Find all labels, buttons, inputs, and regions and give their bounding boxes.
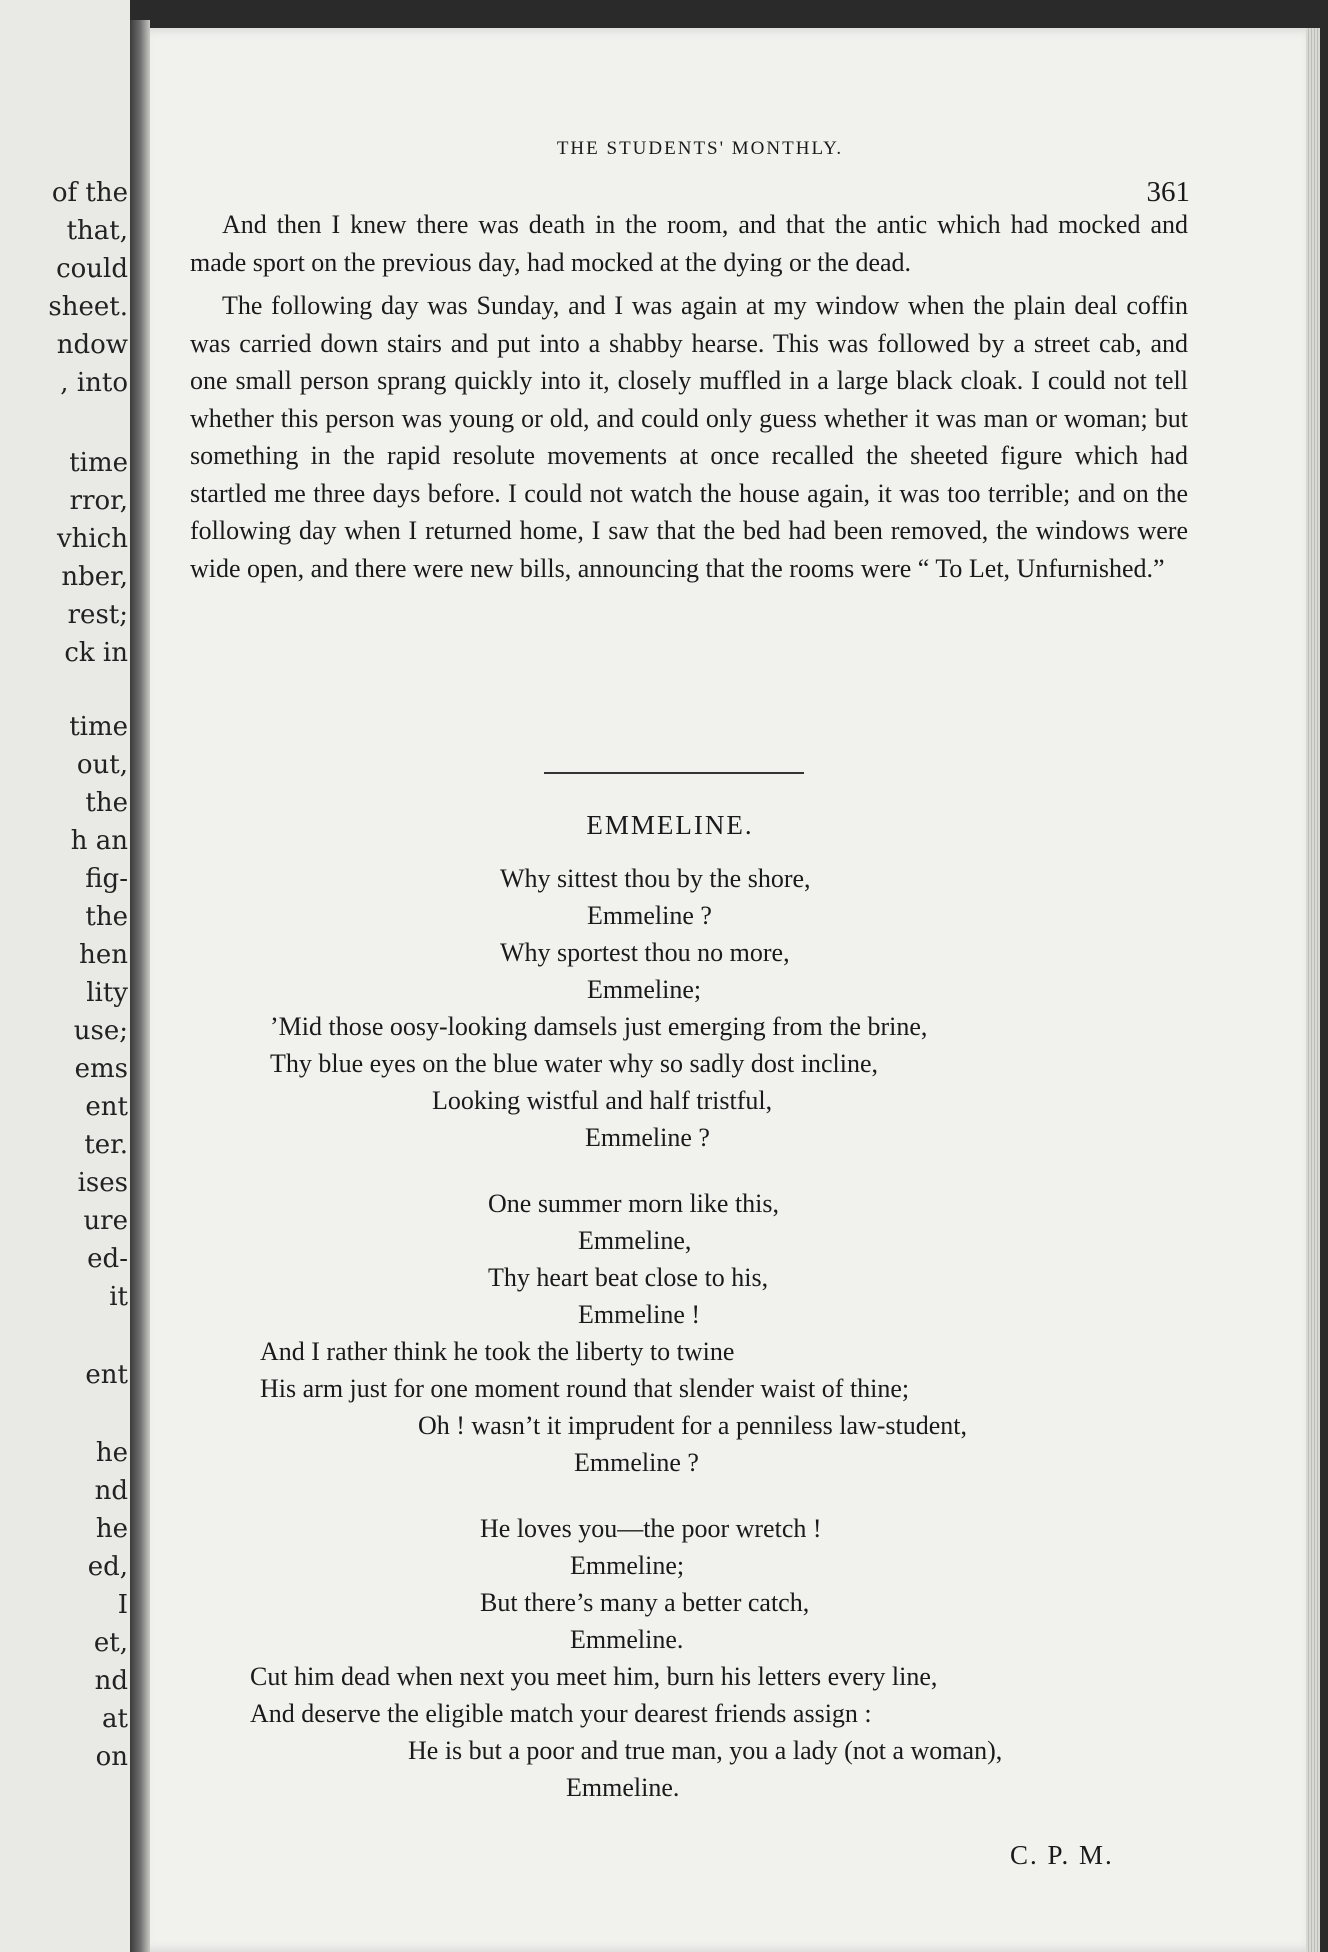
left-page-fragment: nber, (61, 562, 128, 592)
left-page-fragment: it (109, 1282, 128, 1312)
page-number: 361 (1146, 176, 1190, 208)
left-page-fragment: ed, (87, 1552, 128, 1582)
poem-refrain: Emmeline; (570, 1551, 685, 1580)
left-facing-page (0, 0, 130, 1952)
left-page-fragment: ises (77, 1168, 128, 1198)
left-page-fragment: ter. (84, 1130, 128, 1160)
poem-line: Oh ! wasn’t it imprudent for a penniless law-student, (418, 1411, 968, 1440)
left-page-fragment: ent (85, 1360, 128, 1390)
section-divider (544, 772, 804, 774)
poem-line: He is but a poor and true man, you a lady (not a woman), (408, 1736, 1003, 1765)
poem-refrain: Emmeline. (566, 1773, 680, 1802)
poem-line: And I rather think he took the liberty to twine (260, 1337, 735, 1366)
poem-refrain: Emmeline ? (585, 1123, 710, 1152)
left-page-fragment: the (85, 902, 128, 932)
left-page-fragment: time (69, 448, 128, 478)
left-page-fragment: ure (83, 1206, 128, 1236)
poem-line: Thy heart beat close to his, (488, 1263, 769, 1292)
poem-line: And deserve the eligible match your dearest friends assign : (250, 1699, 872, 1728)
left-page-fragment: sheet. (48, 292, 128, 322)
poem-refrain: Emmeline ? (574, 1448, 699, 1477)
poem-refrain: Emmeline, (578, 1226, 692, 1255)
left-page-fragment: ed- (87, 1244, 128, 1274)
left-page-fragment: I (117, 1590, 128, 1620)
page-edge (1306, 28, 1320, 1952)
left-page-fragment: ck in (64, 638, 128, 668)
left-page-fragment: fig- (85, 864, 128, 894)
left-page-fragment: rror, (69, 486, 128, 516)
left-page-fragment: at (102, 1704, 128, 1734)
left-page-fragment: , into (60, 368, 128, 398)
poem-refrain: Emmeline; (587, 975, 702, 1004)
running-head: THE STUDENTS' MONTHLY. (556, 138, 844, 159)
poem-line: He loves you—the poor wretch ! (480, 1514, 822, 1543)
left-page-fragment: rest; (67, 600, 128, 630)
left-page-fragment: h an (70, 826, 128, 856)
left-page-fragment: he (95, 1514, 128, 1544)
poem-line: Thy blue eyes on the blue water why so sadly dost incline, (270, 1049, 878, 1078)
poem-refrain: Emmeline ? (587, 901, 712, 930)
left-page-fragment: time (69, 712, 128, 742)
poem-line: But there’s many a better catch, (480, 1588, 810, 1617)
left-page-fragment: vhich (56, 524, 128, 554)
left-page-fragment: ndow (56, 330, 128, 360)
left-page-fragment: on (95, 1742, 128, 1772)
left-page-fragment: et, (93, 1628, 128, 1658)
left-page-fragment: nd (94, 1666, 128, 1696)
left-page-fragment: of the (51, 178, 128, 208)
author-signature: C. P. M. (1010, 1840, 1114, 1870)
poem-line: His arm just for one moment round that slender waist of thine; (260, 1374, 910, 1403)
poem-line: Looking wistful and half tristful, (432, 1086, 773, 1115)
poem-refrain: Emmeline. (570, 1625, 684, 1654)
left-page-fragment: he (95, 1438, 128, 1468)
paragraph: The following day was Sunday, and I was again at my window when the plain deal coffin was carried down stairs and put into a shabby hearse. This was followed by a street cab, and one small person sprang quickly into it, closely muffled in a large black cloak. I could not tell whether this person was young or old, and could only guess whether it was man or woman; but something in the rapid resolute movements at once recalled the sheeted figure which had startled me three days before. I could not watch the house again, it was too terrible; and on the following day when I returned home, I saw that the bed had been removed, the windows were wide open, and there were new bills, announcing that the rooms were “ To Let, Unfurnished.” (190, 291, 1188, 583)
left-page-fragment: that, (66, 216, 128, 246)
left-page-fragment: ems (74, 1054, 128, 1084)
left-page-fragment: the (85, 788, 128, 818)
poem-line: Why sittest thou by the shore, (500, 864, 811, 893)
poem-line: Cut him dead when next you meet him, burn his letters every line, (250, 1662, 938, 1691)
poem-line: Why sportest thou no more, (500, 938, 790, 967)
poem-refrain: Emmeline ! (578, 1300, 701, 1329)
paragraph: And then I knew there was death in the room, and that the antic which had mocked and made sport on the previous day, had mocked at the dying or the dead. (190, 210, 1188, 277)
left-page-fragment: lity (86, 978, 128, 1008)
left-page-fragment: out, (76, 750, 128, 780)
right-page (150, 28, 1320, 1952)
left-page-fragment: hen (79, 940, 128, 970)
left-page-fragment: could (56, 254, 128, 284)
poem-line: ’Mid those oosy-looking damsels just emerging from the brine, (270, 1012, 928, 1041)
left-page-fragment: use; (73, 1016, 128, 1046)
prose-section (190, 206, 1188, 587)
left-page-fragment: ent (85, 1092, 128, 1122)
left-page-fragment: nd (94, 1476, 128, 1506)
book-gutter (130, 20, 150, 1952)
poem-title: EMMELINE. (586, 810, 754, 840)
poem-line: One summer morn like this, (488, 1189, 780, 1218)
